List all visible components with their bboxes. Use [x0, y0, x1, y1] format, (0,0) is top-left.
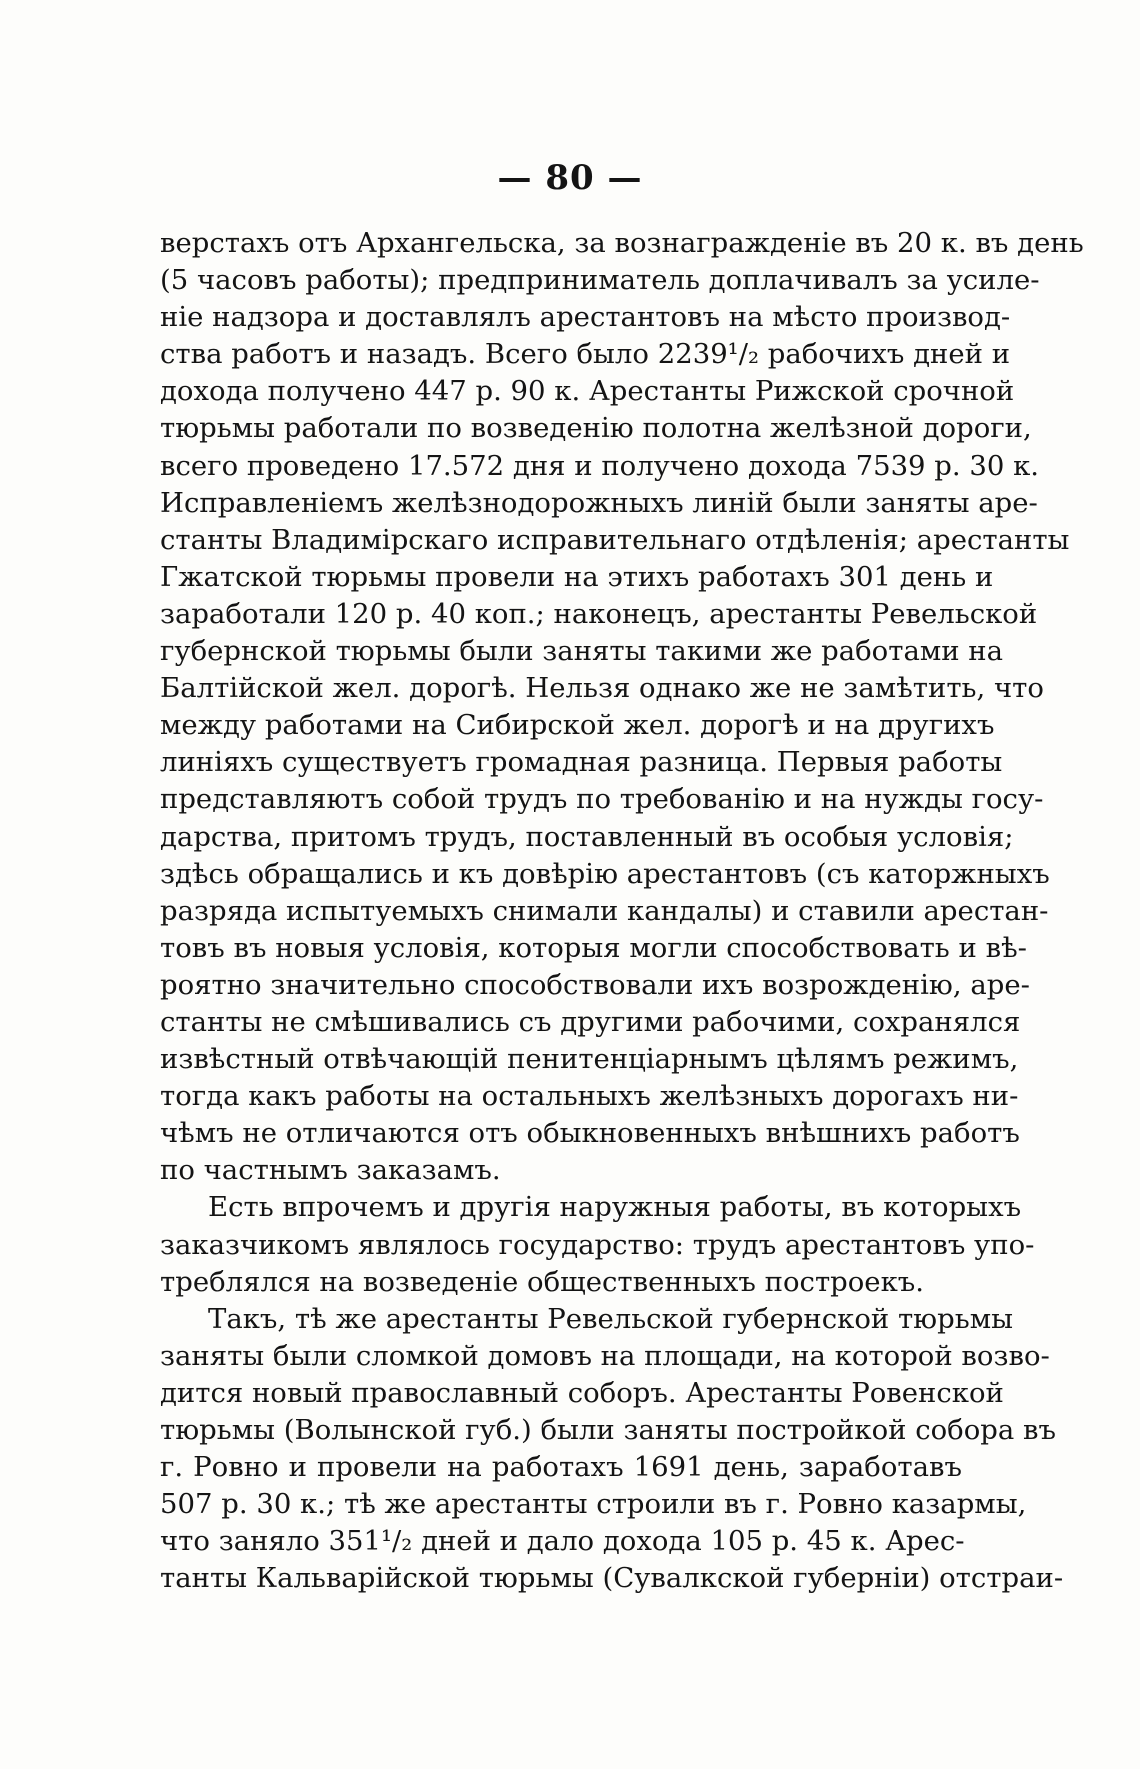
text-line: треблялся на возведеніе общественныхъ построекъ.: [160, 1265, 925, 1298]
body-text: [160, 225, 1084, 1597]
text-line: здѣсь обращались и къ довѣрію арестантовъ (съ каторжныхъ: [160, 857, 1050, 890]
text-line: губернской тюрьмы были заняты такими же работами на: [160, 635, 1004, 668]
text-line: Балтійской жел. дорогѣ. Нельзя однако же не замѣтить, что: [160, 672, 1044, 705]
text-line: Исправленіемъ желѣзнодорожныхъ линій были заняты аре-: [160, 486, 1038, 519]
text-line: ніе надзора и доставлялъ арестантовъ на мѣсто производ-: [160, 301, 1011, 334]
text-line: дится новый православный соборъ. Арестанты Ровенской: [160, 1376, 1004, 1409]
text-line: линіяхъ существуетъ громадная разница. Первыя работы: [160, 746, 1003, 779]
paragraph-1: [160, 225, 1084, 1189]
text-line: тюрьмы работали по возведенію полотна желѣзной дороги,: [160, 412, 1032, 445]
text-line: станты не смѣшивались съ другими рабочими, сохранялся: [160, 1005, 1021, 1038]
text-line: заработали 120 р. 40 коп.; наконецъ, арестанты Ревельской: [160, 597, 1038, 630]
paragraph-3: [160, 1301, 1064, 1598]
text-line: танты Кальварійской тюрьмы (Сувалкской губерніи) отстраи-: [160, 1562, 1064, 1595]
text-line: тогда какъ работы на остальныхъ желѣзныхъ дорогахъ ни-: [160, 1080, 1019, 1113]
text-line: станты Владимірскаго исправительнаго отдѣленія; арестанты: [160, 523, 1070, 556]
text-line: ства работъ и назадъ. Всего было 2239¹/₂ рабочихъ дней и: [160, 338, 1011, 371]
text-line: по частнымъ заказамъ.: [160, 1154, 501, 1187]
text-line: дохода получено 447 р. 90 к. Арестанты Рижской срочной: [160, 375, 1015, 408]
page-number: — 80 —: [497, 158, 643, 198]
text-line: Гжатской тюрьмы провели на этихъ работахъ 301 день и: [160, 560, 994, 593]
text-line: 507 р. 30 к.; тѣ же арестанты строили въ г. Ровно казармы,: [160, 1488, 1027, 1521]
text-line: извѣстный отвѣчающій пенитенціарнымъ цѣлямъ режимъ,: [160, 1043, 1019, 1076]
text-line: Есть впрочемъ и другія наружныя работы, въ которыхъ: [208, 1191, 1022, 1224]
text-line: представляютъ собой трудъ по требованію и на нужды госу-: [160, 783, 1044, 816]
text-line: тюрьмы (Волынской губ.) были заняты постройкой собора въ: [160, 1414, 1056, 1446]
text-line: Такъ, тѣ же арестанты Ревельской губернской тюрьмы: [208, 1302, 1013, 1335]
text-line: что заняло 351¹/₂ дней и дало дохода 105 р. 45 к. Арес-: [160, 1525, 965, 1558]
text-line: товъ въ новыя условія, которыя могли способствовать и вѣ-: [160, 931, 1027, 964]
paragraph-2: [160, 1189, 1035, 1300]
text-line: (5 часовъ работы); предприниматель доплачивалъ за усиле-: [160, 264, 1040, 297]
text-line: разряда испытуемыхъ снимали кандалы) и ставили арестан-: [160, 894, 1049, 927]
text-line: верстахъ отъ Архангельска, за вознагражденіе въ 20 к. въ день: [160, 227, 1084, 259]
text-line: дарства, притомъ трудъ, поставленный въ особыя условія;: [160, 820, 1014, 853]
text-line: чѣмъ не отличаются отъ обыкновенныхъ внѣшнихъ работъ: [160, 1117, 1020, 1150]
text-line: г. Ровно и провели на работахъ 1691 день, заработавъ: [160, 1451, 962, 1484]
text-line: роятно значительно способствовали ихъ возрожденію, аре-: [160, 968, 1030, 1001]
text-line: заказчикомъ являлось государство: трудъ арестантовъ упо-: [160, 1228, 1035, 1261]
text-line: заняты были сломкой домовъ на площади, на которой возво-: [160, 1339, 1050, 1372]
text-line: между работами на Сибирской жел. дорогѣ и на другихъ: [160, 709, 995, 742]
text-line: всего проведено 17.572 дня и получено дохода 7539 р. 30 к.: [160, 449, 1040, 482]
